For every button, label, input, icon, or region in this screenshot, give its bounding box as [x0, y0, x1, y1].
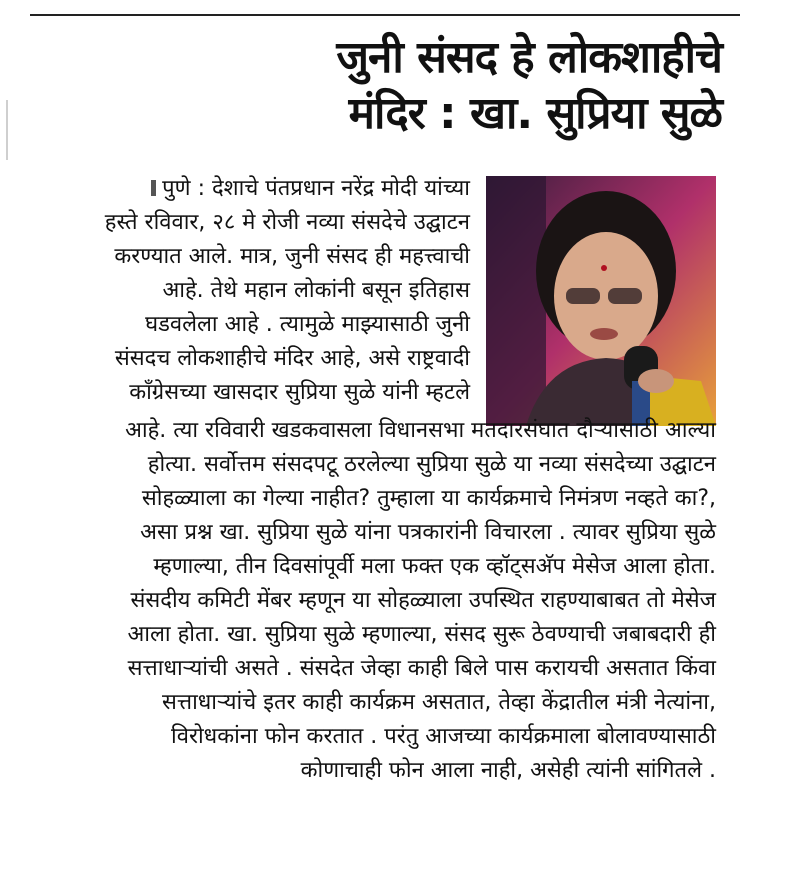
headline-line-1: जुनी संसद हे लोकशाहीचे	[336, 32, 722, 83]
top-rule-divider	[30, 14, 740, 16]
body-line: विरोधकांना फोन करतात . परंतु आजच्या कार्यक्रमाला बोलावण्यासाठी	[171, 724, 716, 749]
body-line: असा प्रश्न खा. सुप्रिया सुळे यांना पत्रकारांनी विचारला . त्यावर सुप्रिया सुळे	[140, 520, 716, 545]
body-line	[151, 172, 470, 206]
body-line: हस्ते रविवार, २८ मे रोजी नव्या संसदेचे उद्घाटन	[104, 210, 470, 235]
body-line: आहे. तेथे महान लोकांनी बसून इतिहास	[162, 278, 470, 303]
body-line: कोणाचाही फोन आला नाही, असेही त्यांनी सांगितले .	[300, 758, 716, 783]
headline	[202, 30, 722, 142]
portrait-photo-icon	[486, 176, 716, 426]
body-line: संसदीय कमिटी मेंबर म्हणून या सोहळ्याला उपस्थित राहण्याबाबत तो मेसेज	[130, 588, 716, 613]
body-line-text: पुणे : देशाचे पंतप्रधान नरेंद्र मोदी यांच्या	[162, 176, 470, 201]
body-line: सत्ताधाऱ्यांची असते . संसदेत जेव्हा काही बिले पास करायची असतात किंवा	[127, 656, 716, 681]
body-line: घडवलेला आहे . त्यामुळे माझ्यासाठी जुनी	[145, 312, 470, 337]
body-line: करण्यात आले. मात्र, जुनी संसद ही महत्त्वाची	[114, 244, 470, 269]
body-line: म्हणाल्या, तीन दिवसांपूर्वी मला फक्त एक व्हॉट्सअ‍ॅप मेसेज आला होता.	[153, 554, 716, 579]
body-line: आहे. त्या रविवारी खडकवासला विधानसभा मतदारसंघात दौऱ्यासाठी आल्या	[125, 418, 716, 443]
left-edge-mark	[6, 100, 8, 160]
body-line: होत्या. सर्वोत्तम संसदपटू ठरलेल्या सुप्रिया सुळे या नव्या संसदेच्या उद्घाटन	[147, 452, 716, 477]
headline-line-2: मंदिर : खा. सुप्रिया सुळे	[348, 88, 722, 139]
body-line: काँग्रेसच्या खासदार सुप्रिया सुळे यांनी म्हटले	[129, 380, 470, 405]
body-line: सत्ताधाऱ्यांचे इतर काही कार्यक्रम असतात, तेव्हा केंद्रातील मंत्री नेत्यांना,	[162, 690, 716, 715]
body-line: संसदच लोकशाहीचे मंदिर आहे, असे राष्ट्रवादी	[114, 346, 470, 371]
body-line: सोहळ्याला का गेल्या नाहीत? तुम्हाला या कार्यक्रमाचे निमंत्रण नव्हते का?,	[141, 486, 716, 511]
body-line: आला होता. खा. सुप्रिया सुळे म्हणाल्या, संसद सुरू ठेवण्याची जबाबदारी ही	[127, 622, 716, 647]
bullet-icon	[151, 180, 156, 196]
